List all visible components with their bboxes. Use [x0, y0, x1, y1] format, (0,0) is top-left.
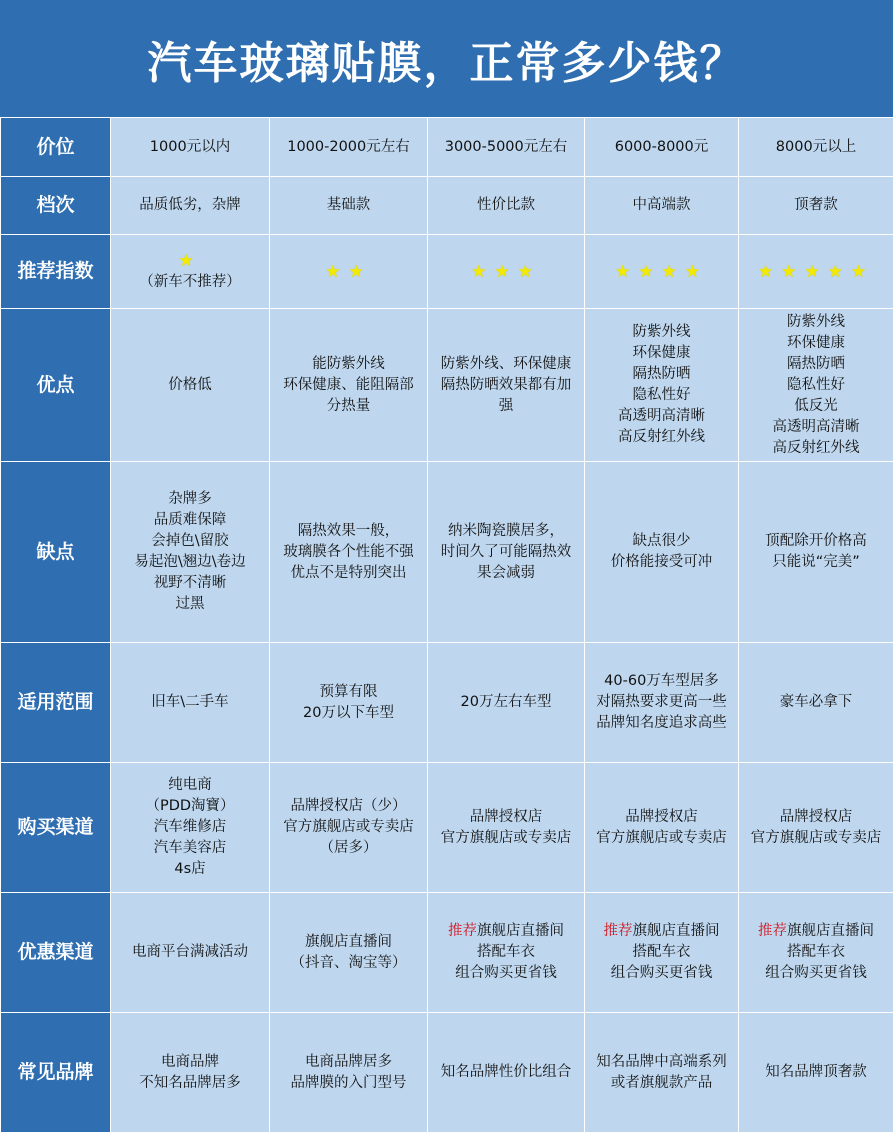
star-icon: ★: [758, 261, 781, 283]
cell-line: 价格低: [113, 375, 267, 396]
cell-line: 高透明高清晰: [587, 406, 736, 427]
row-header-grade: 档次: [1, 177, 111, 235]
brands-cell: [270, 1013, 428, 1133]
star-rating: [430, 261, 582, 283]
cell-line: 知名品牌中高端系列: [587, 1052, 736, 1073]
rating-cell: [111, 235, 270, 309]
cell-line: 防紫外线、环保健康: [430, 354, 582, 375]
cell-line: （居多）: [272, 838, 425, 859]
pros-cell: [739, 309, 893, 462]
cell-line: 旗舰店直播间: [272, 932, 425, 953]
cell-line: 隐私性好: [587, 385, 736, 406]
star-icon: ★: [325, 261, 348, 283]
cell-line: 过黑: [113, 594, 267, 615]
cell-line: 视野不清晰: [113, 573, 267, 594]
cell-line: 电商平台满减活动: [113, 942, 267, 963]
star-icon: ★: [781, 261, 804, 283]
cell-line: 官方旗舰店或专卖店: [272, 817, 425, 838]
star-icon: ★: [638, 261, 661, 283]
price-cell: 8000元以上: [739, 118, 893, 177]
row-pros: [1, 309, 893, 462]
star-icon: ★: [615, 261, 638, 283]
cell-line: 官方旗舰店或专卖店: [741, 828, 891, 849]
row-scope: [1, 643, 893, 763]
grade-cell: 顶奢款: [739, 177, 893, 235]
cell-line: 不知名品牌居多: [113, 1073, 267, 1094]
cell-line: 品牌授权店（少）: [272, 796, 425, 817]
cell-line: 品牌授权店: [430, 807, 582, 828]
cell-line: 价格能接受可冲: [587, 552, 736, 573]
cell-line: 豪车必拿下: [741, 692, 891, 713]
channel-cell: [270, 763, 428, 893]
cell-line: 缺点很少: [587, 531, 736, 552]
cell-line: 或者旗舰款产品: [587, 1073, 736, 1094]
cell-line: 旧车\二手车: [113, 692, 267, 713]
recommend-tag: 推荐: [604, 923, 633, 939]
cell-line: 强: [430, 396, 582, 417]
row-brands: [1, 1013, 893, 1133]
row-header-rating: 推荐指数: [1, 235, 111, 309]
row-header-discount: 优惠渠道: [1, 893, 111, 1013]
star-icon: ★: [851, 261, 874, 283]
star-rating: [113, 250, 267, 272]
price-cell: 1000元以内: [111, 118, 270, 177]
cell-line: 隔热防晒: [587, 364, 736, 385]
price-cell: 6000-8000元: [585, 118, 739, 177]
row-price: [1, 118, 893, 177]
cell-line: 隔热效果一般，: [272, 521, 425, 542]
row-grade: [1, 177, 893, 235]
recommend-tag: 推荐: [448, 923, 477, 939]
discount-line: 搭配车衣: [741, 942, 891, 963]
cell-line: 官方旗舰店或专卖店: [587, 828, 736, 849]
cell-line: 只能说“完美”: [741, 552, 891, 573]
row-header-cons: 缺点: [1, 462, 111, 643]
cons-cell: [428, 462, 585, 643]
cell-line: 知名品牌性价比组合: [430, 1062, 582, 1083]
cell-line: 会掉色\留胶: [113, 531, 267, 552]
cell-line: 环保健康: [741, 333, 891, 354]
cell-line: 品牌授权店: [741, 807, 891, 828]
discount-line: 组合购买更省钱: [587, 963, 736, 984]
pros-cell: [270, 309, 428, 462]
cell-line: 纳米陶瓷膜居多，: [430, 521, 582, 542]
channel-cell: [585, 763, 739, 893]
star-icon: ★: [349, 261, 372, 283]
brands-cell: [428, 1013, 585, 1133]
star-icon: ★: [518, 261, 541, 283]
brands-cell: [585, 1013, 739, 1133]
cell-line: 能防紫外线: [272, 354, 425, 375]
row-header-scope: 适用范围: [1, 643, 111, 763]
cell-line: 汽车美容店: [113, 838, 267, 859]
scope-cell: [739, 643, 893, 763]
star-icon: ★: [804, 261, 827, 283]
cell-line: 易起泡\翘边\卷边: [113, 552, 267, 573]
cell-line: 品牌知名度追求高些: [587, 713, 736, 734]
star-rating: [272, 261, 425, 283]
cell-line: 对隔热要求更高一些: [587, 692, 736, 713]
discount-line: 搭配车衣: [430, 942, 582, 963]
channel-cell: [428, 763, 585, 893]
cell-line: 品牌膜的入门型号: [272, 1073, 425, 1094]
row-channel: [1, 763, 893, 893]
star-rating: [587, 261, 736, 283]
discount-line: 旗舰店直播间: [787, 923, 874, 939]
scope-cell: [270, 643, 428, 763]
cell-line: 品牌授权店: [587, 807, 736, 828]
rating-cell: [739, 235, 893, 309]
row-header-pros: 优点: [1, 309, 111, 462]
cell-line: 杂牌多: [113, 489, 267, 510]
star-icon: ★: [828, 261, 851, 283]
rating-cell: [270, 235, 428, 309]
row-header-channel: 购买渠道: [1, 763, 111, 893]
discount-cell: [111, 893, 270, 1013]
cell-line: 高透明高清晰: [741, 417, 891, 438]
scope-cell: [585, 643, 739, 763]
rating-cell: [585, 235, 739, 309]
cons-cell: [111, 462, 270, 643]
pros-cell: [585, 309, 739, 462]
cell-line: 防紫外线: [587, 322, 736, 343]
rating-note: （新车不推荐）: [113, 272, 267, 293]
cell-line: 顶配除开价格高: [741, 531, 891, 552]
cell-line: 20万以下车型: [272, 703, 425, 724]
cell-line: （PDD淘寶）: [113, 796, 267, 817]
scope-cell: [428, 643, 585, 763]
cell-line: 优点不是特别突出: [272, 563, 425, 584]
star-icon: ★: [662, 261, 685, 283]
discount-line: 旗舰店直播间: [477, 923, 564, 939]
cell-line: 低反光: [741, 396, 891, 417]
scope-cell: [111, 643, 270, 763]
star-icon: ★: [178, 250, 201, 272]
discount-line: 旗舰店直播间: [633, 923, 720, 939]
discount-line: 组合购买更省钱: [741, 963, 891, 984]
cell-line: 预算有限: [272, 682, 425, 703]
discount-line: 搭配车衣: [587, 942, 736, 963]
row-cons: [1, 462, 893, 643]
discount-cell: [270, 893, 428, 1013]
cell-line: 官方旗舰店或专卖店: [430, 828, 582, 849]
price-cell: 1000-2000元左右: [270, 118, 428, 177]
recommend-tag: 推荐: [758, 923, 787, 939]
star-icon: ★: [685, 261, 708, 283]
row-rating: [1, 235, 893, 309]
star-icon: ★: [471, 261, 494, 283]
cell-line: 果会减弱: [430, 563, 582, 584]
discount-cell: [585, 893, 739, 1013]
row-header-brands: 常见品牌: [1, 1013, 111, 1133]
cell-line: 隐私性好: [741, 375, 891, 396]
row-header-price: 价位: [1, 118, 111, 177]
discount-line: 组合购买更省钱: [430, 963, 582, 984]
channel-cell: [111, 763, 270, 893]
comparison-table: [0, 117, 893, 1133]
cell-line: 时间久了可能隔热效: [430, 542, 582, 563]
cell-line: 高反射红外线: [741, 438, 891, 459]
pros-cell: [111, 309, 270, 462]
cell-line: 电商品牌: [113, 1052, 267, 1073]
cell-line: 4s店: [113, 859, 267, 880]
price-cell: 3000-5000元左右: [428, 118, 585, 177]
cons-cell: [585, 462, 739, 643]
grade-cell: 性价比款: [428, 177, 585, 235]
cons-cell: [739, 462, 893, 643]
cell-line: （抖音、淘宝等）: [272, 953, 425, 974]
grade-cell: 品质低劣，杂牌: [111, 177, 270, 235]
star-icon: ★: [494, 261, 517, 283]
cell-line: 隔热防晒: [741, 354, 891, 375]
cell-line: 知名品牌顶奢款: [741, 1062, 891, 1083]
cell-line: 防紫外线: [741, 312, 891, 333]
row-discount: [1, 893, 893, 1013]
cell-line: 分热量: [272, 396, 425, 417]
cell-line: 隔热防晒效果都有加: [430, 375, 582, 396]
rating-cell: [428, 235, 585, 309]
cell-line: 电商品牌居多: [272, 1052, 425, 1073]
star-rating: [741, 261, 891, 283]
cell-line: 汽车维修店: [113, 817, 267, 838]
grade-cell: 基础款: [270, 177, 428, 235]
cell-line: 高反射红外线: [587, 427, 736, 448]
brands-cell: [739, 1013, 893, 1133]
cell-line: 品质难保障: [113, 510, 267, 531]
channel-cell: [739, 763, 893, 893]
page-title: 汽车玻璃贴膜，正常多少钱？: [0, 0, 893, 117]
grade-cell: 中高端款: [585, 177, 739, 235]
cell-line: 纯电商: [113, 775, 267, 796]
cell-line: 环保健康、能阻隔部: [272, 375, 425, 396]
cons-cell: [270, 462, 428, 643]
cell-line: 玻璃膜各个性能不强: [272, 542, 425, 563]
cell-line: 40-60万车型居多: [587, 671, 736, 692]
discount-cell: [428, 893, 585, 1013]
discount-cell: [739, 893, 893, 1013]
cell-line: 20万左右车型: [430, 692, 582, 713]
brands-cell: [111, 1013, 270, 1133]
pros-cell: [428, 309, 585, 462]
cell-line: 环保健康: [587, 343, 736, 364]
